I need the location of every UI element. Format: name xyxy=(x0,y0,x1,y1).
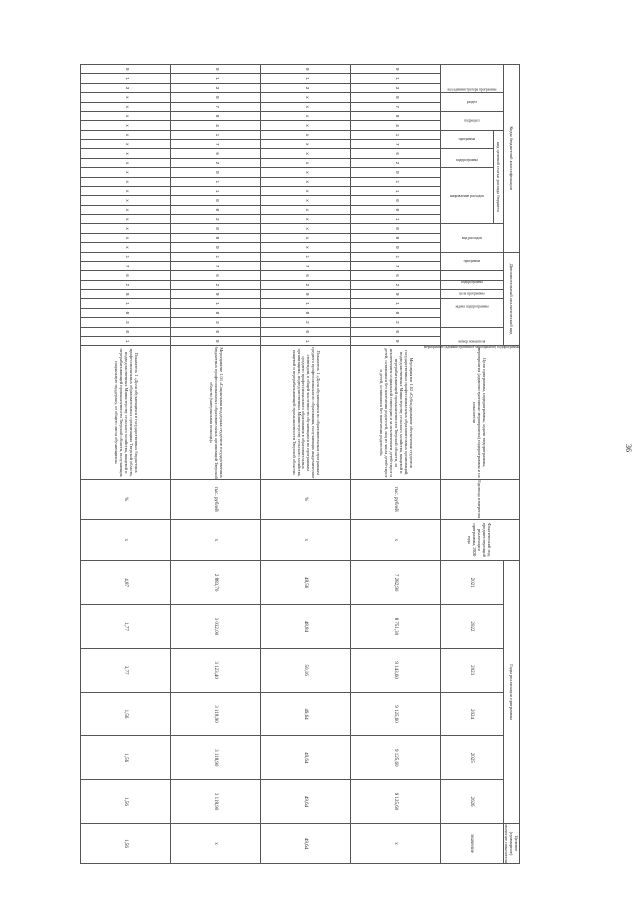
code-digit: 0 xyxy=(171,205,261,214)
subsection-header: подраздел xyxy=(441,111,504,130)
row-value-2024: 49,64 xyxy=(261,692,351,736)
row-unit: % xyxy=(81,479,171,519)
row-value-2025: 9 125,60 xyxy=(351,736,441,780)
code-digit: 2 xyxy=(261,318,351,327)
code-digit: 2 xyxy=(351,158,441,167)
code-digit: х xyxy=(81,121,171,130)
program-indicators-table xyxy=(80,64,520,864)
year-2021-header: 2021 xyxy=(441,561,504,605)
year-2024-header: 2024 xyxy=(441,692,504,736)
code-digit: 2 xyxy=(261,280,351,289)
description-header: Цели программы, подпрограммы, задачи подпрограммы, мероприятия (административные мероприятия) подпрограммы и их показатели xyxy=(441,346,520,479)
code-digit: 1 xyxy=(261,252,351,261)
code-digit: 1 xyxy=(261,74,351,83)
code-digit: 0 xyxy=(171,336,261,346)
code-digit: 1 xyxy=(81,252,171,261)
row-value-2023: 9 143,60 xyxy=(351,648,441,692)
year-2025-header: 2025 xyxy=(441,736,504,780)
code-digit: 0 xyxy=(351,65,441,74)
code-digit: 0 xyxy=(351,336,441,346)
row-unit: тыс. рублей xyxy=(351,479,441,519)
code-digit: 6 xyxy=(351,149,441,158)
code-digit: 1 xyxy=(171,130,261,139)
row-description: Показатель 1 «Доля обучающихся по образовательным программам среднего профессионального образования, получающих академические стипендии, в общей численности обучающихся по программам среднего профессионального образования в образовательных организациях, подведомственных Министерству сельского хозяйства, пищевой и перерабатывающей промышленности Тверской области» xyxy=(261,346,351,479)
code-digit: 0 xyxy=(81,308,171,317)
admin-code-header: код администратора программы xyxy=(441,65,504,93)
row-reference-value: х xyxy=(261,519,351,561)
row-description: Мероприятие 1.03 «Социальная поддержка студентов государственных бюджетных профессиональных образовательных организаций Тверской области (материальная помощь)» xyxy=(171,346,261,479)
code-digit: 1 xyxy=(171,299,261,308)
year-2022-header: 2022 xyxy=(441,605,504,649)
code-digit: 0 xyxy=(261,65,351,74)
section-header: раздел xyxy=(441,93,504,112)
code-digit: 1 xyxy=(171,177,261,186)
table-row xyxy=(351,65,441,864)
code-digit: 0 xyxy=(171,111,261,120)
year-2026-header: 2026 xyxy=(441,780,504,824)
code-digit: 6 xyxy=(171,149,261,158)
row-value-2021: 7 282,90 xyxy=(351,561,441,605)
code-digit: 1 xyxy=(351,299,441,308)
code-digit: 2 xyxy=(171,158,261,167)
analytic-code-header: Дополнительный аналитический код xyxy=(504,252,520,346)
row-value-2026: 9 125,60 xyxy=(351,780,441,824)
code-digit: 0 xyxy=(351,111,441,120)
code-digit: х xyxy=(81,111,171,120)
code-digit: 0 xyxy=(171,224,261,233)
code-digit: 0 xyxy=(261,308,351,317)
code-digit: 0 xyxy=(171,290,261,299)
row-value-2024: 1,56 xyxy=(81,692,171,736)
row-value-2023: 3 123,40 xyxy=(171,648,261,692)
code-digit: х xyxy=(81,158,171,167)
code-digit: х xyxy=(261,224,351,233)
code-digit: х xyxy=(81,130,171,139)
code-digit: х xyxy=(81,196,171,205)
code-digit: 3 xyxy=(351,83,441,92)
code-digit: 0 xyxy=(351,308,441,317)
row-value-2021: 4,87 xyxy=(81,561,171,605)
row-value-2022: 1,77 xyxy=(81,605,171,649)
code-digit: 0 xyxy=(351,205,441,214)
page-number: 36 xyxy=(624,444,633,452)
code-digit: 7 xyxy=(81,261,171,270)
code-digit: 6 xyxy=(171,271,261,280)
code-digit: 0 xyxy=(351,233,441,242)
row-description: Показатель 1 «Доля обучающихся в государственных бюджетных профессиональных образовательных организациях Тверской области, подведомственных Министерству сельского хозяйства, пищевой и перерабатывающей промышленности Тверской области, получающих социальную поддержку, от общего числа обучающихся» xyxy=(81,346,171,479)
code-digit: х xyxy=(81,177,171,186)
code-digit: 3 xyxy=(81,83,171,92)
code-digit: х xyxy=(81,233,171,242)
row-value-2026: 49,64 xyxy=(261,780,351,824)
reference-year-header: Фактический год, предшествующий реализации программы, 2020 года xyxy=(441,519,520,561)
code-digit: 3 xyxy=(171,215,261,224)
an-subprogram-header: подпрограмма xyxy=(441,271,504,280)
code-digit: 0 xyxy=(171,243,261,252)
code-digit: 0 xyxy=(81,327,171,336)
row-value-2025: 3 118,90 xyxy=(171,736,261,780)
code-digit: 3 xyxy=(261,83,351,92)
row-reference-value: х xyxy=(171,519,261,561)
code-digit: 4 xyxy=(171,121,261,130)
row-value-2021: 2 883,70 xyxy=(171,561,261,605)
code-digit: 1 xyxy=(81,299,171,308)
code-digit: 0 xyxy=(81,290,171,299)
code-digit: х xyxy=(261,140,351,149)
code-digit: 0 xyxy=(351,290,441,299)
code-digit: 0 xyxy=(171,65,261,74)
code-digit: 0 xyxy=(351,243,441,252)
table-row xyxy=(261,65,351,864)
code-digit: х xyxy=(81,224,171,233)
rotated-table-container xyxy=(88,64,520,864)
code-digit: 1 xyxy=(351,252,441,261)
code-digit: 0 xyxy=(261,290,351,299)
row-value-2026: 1,56 xyxy=(81,780,171,824)
row-value-2022: 8 751,30 xyxy=(351,605,441,649)
code-digit: 1 xyxy=(351,186,441,195)
code-digit: 7 xyxy=(261,261,351,270)
row-value-2025: 1,56 xyxy=(81,736,171,780)
row-final-value: х xyxy=(171,823,261,863)
code-digit: х xyxy=(81,102,171,111)
an-activity-header: мероприятие (административное мероприятие) подпрограммы xyxy=(441,299,504,327)
years-group-header: Годы реализации программы xyxy=(504,561,520,824)
code-digit: х xyxy=(261,130,351,139)
row-value-2025: 49,64 xyxy=(261,736,351,780)
code-digit: 6 xyxy=(261,271,351,280)
code-digit: х xyxy=(81,186,171,195)
code-digit: 3 xyxy=(81,318,171,327)
code-digit: 1 xyxy=(171,74,261,83)
row-value-2024: 3 118,90 xyxy=(171,692,261,736)
code-digit: 1 xyxy=(171,252,261,261)
final-value-header: Целевое (суммарное) значение показателя xyxy=(504,824,519,863)
code-digit: 0 xyxy=(171,233,261,242)
row-value-2022: 48,84 xyxy=(261,605,351,649)
code-digit: х xyxy=(261,149,351,158)
row-value-2022: 3 032,00 xyxy=(171,605,261,649)
code-digit: 4 xyxy=(351,121,441,130)
code-digit: 7 xyxy=(171,102,261,111)
code-digit: х xyxy=(81,140,171,149)
expense-type-header: вид расходов xyxy=(441,224,504,252)
year-2023-header: 2023 xyxy=(441,648,504,692)
code-digit: 3 xyxy=(171,318,261,327)
code-digit: х xyxy=(81,149,171,158)
code-digit: 2 xyxy=(81,280,171,289)
code-digit: х xyxy=(261,205,351,214)
code-digit: 1 xyxy=(81,74,171,83)
code-digit: 1 xyxy=(81,336,171,346)
an-task-header: задача подпрограммы xyxy=(441,290,504,299)
code-digit: х xyxy=(81,243,171,252)
an-indicator-header: номер показателя xyxy=(441,327,504,346)
target-subprogram-header: подпрограмма xyxy=(441,149,494,168)
unit-header: Единица измерения xyxy=(441,479,520,519)
code-digit: 2 xyxy=(351,280,441,289)
code-digit: 1 xyxy=(261,299,351,308)
code-digit: х xyxy=(81,205,171,214)
target-direction-header: направление расходов xyxy=(441,168,494,224)
code-digit: 1 xyxy=(351,130,441,139)
code-digit: х xyxy=(261,93,351,102)
code-digit: 1 xyxy=(171,186,261,195)
target-code-header: код целевой статьи расхода бюджета xyxy=(494,130,504,224)
code-digit: 7 xyxy=(171,261,261,270)
code-digit: 0 xyxy=(351,327,441,336)
code-digit: х xyxy=(261,177,351,186)
row-unit: % xyxy=(261,479,351,519)
code-digit: 0 xyxy=(351,196,441,205)
code-digit: х xyxy=(261,168,351,177)
code-digit: 1 xyxy=(261,336,351,346)
budget-codes-header: Коды бюджетной классификации xyxy=(504,65,520,253)
code-digit: х xyxy=(261,233,351,242)
code-digit: х xyxy=(81,93,171,102)
code-digit: 0 xyxy=(171,308,261,317)
code-digit: х xyxy=(261,121,351,130)
code-digit: 0 xyxy=(171,196,261,205)
code-digit: х xyxy=(261,111,351,120)
row-value-2024: 9 125,60 xyxy=(351,692,441,736)
code-digit: 0 xyxy=(351,224,441,233)
row-description: Мероприятие 1.02 «Субсидирование обеспечения студентов государственных профессиональных образовательных организаций, подведомственных Министерству сельского хозяйства, пищевой и перерабатывающей промышленности Тверской области, за исключением социальной стипендии и за исключением детей-сирот и детей, оставшихся без попечения родителей, лиц из числа детей-сирот и детей, оставшихся без попечения родителей» xyxy=(351,346,441,479)
code-digit: 6 xyxy=(81,271,171,280)
code-digit: 0 xyxy=(171,93,261,102)
row-final-value: 49,64 xyxy=(261,823,351,863)
code-digit: х xyxy=(261,215,351,224)
code-digit: 2 xyxy=(171,280,261,289)
code-digit: 2 xyxy=(351,318,441,327)
row-value-2023: 3,77 xyxy=(81,648,171,692)
code-digit: 0 xyxy=(351,168,441,177)
table-row xyxy=(81,65,171,864)
code-digit: х xyxy=(81,215,171,224)
code-digit: 1 xyxy=(351,177,441,186)
code-digit: 0 xyxy=(81,65,171,74)
code-digit: 7 xyxy=(171,140,261,149)
code-digit: 0 xyxy=(171,327,261,336)
an-program-header: программа xyxy=(441,252,504,271)
code-digit: 6 xyxy=(351,271,441,280)
code-digit: х xyxy=(261,158,351,167)
code-digit: 0 xyxy=(261,327,351,336)
code-digit: х xyxy=(261,243,351,252)
row-unit: тыс. рублей xyxy=(171,479,261,519)
code-digit: 3 xyxy=(171,83,261,92)
table-row xyxy=(171,65,261,864)
code-digit: 0 xyxy=(171,168,261,177)
row-final-value: х xyxy=(351,823,441,863)
row-value-2026: 3 118,90 xyxy=(171,780,261,824)
final-value-subheader: значение xyxy=(441,823,504,863)
row-final-value: 1,56 xyxy=(81,823,171,863)
code-digit: 1 xyxy=(351,74,441,83)
code-digit: 7 xyxy=(351,261,441,270)
target-program-header: программа xyxy=(441,130,494,149)
row-reference-value: х xyxy=(351,519,441,561)
code-digit: 7 xyxy=(351,102,441,111)
an-goal-header: цель программы xyxy=(441,280,504,289)
code-digit: 7 xyxy=(351,140,441,149)
code-digit: х xyxy=(81,168,171,177)
row-value-2023: 50,16 xyxy=(261,648,351,692)
code-digit: х xyxy=(261,196,351,205)
row-value-2021: 48,56 xyxy=(261,561,351,605)
code-digit: 1 xyxy=(351,215,441,224)
code-digit: х xyxy=(261,102,351,111)
row-reference-value: х xyxy=(81,519,171,561)
code-digit: х xyxy=(261,186,351,195)
code-digit: 0 xyxy=(351,93,441,102)
